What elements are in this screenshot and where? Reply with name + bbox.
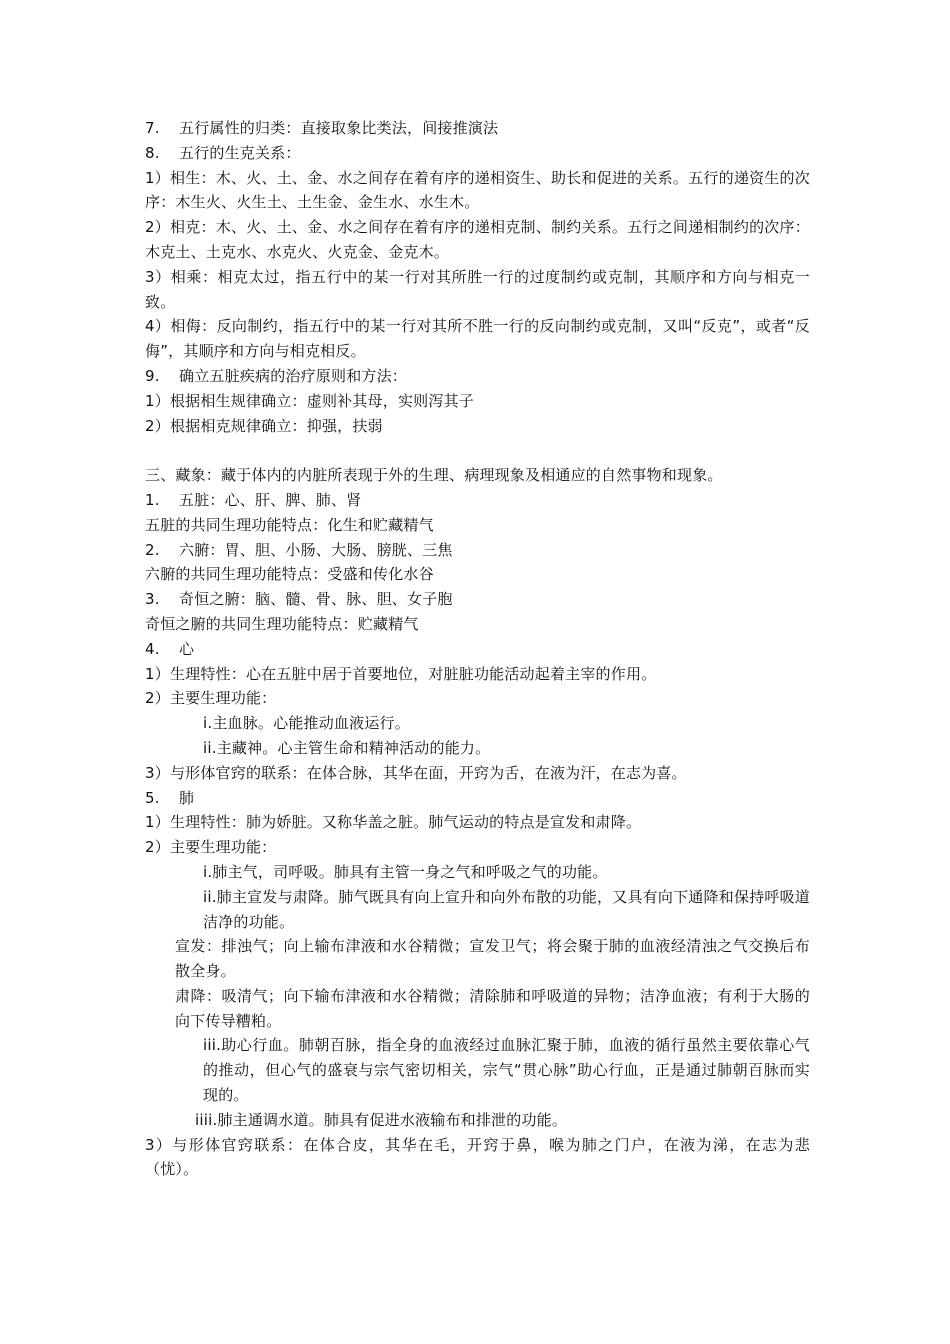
line-text: i.肺主气，司呼吸。肺具有主管一身之气和呼吸之气的功能。 (203, 862, 608, 881)
document-body (145, 116, 810, 1182)
text-line (145, 364, 810, 389)
text-line (145, 587, 810, 612)
line-text: 2）主要生理功能： (145, 689, 277, 708)
text-line (145, 488, 810, 513)
text-line (145, 786, 810, 811)
text-line (145, 984, 810, 1034)
text-line (145, 141, 810, 166)
text-line (145, 513, 810, 538)
text-line (145, 414, 810, 439)
list-number: 8. (145, 143, 160, 162)
text-line (145, 686, 810, 711)
text-line (145, 736, 810, 761)
line-text: 1）生理特性：心在五脏中居于首要地位，对脏脏功能活动起着主宰的作用。 (145, 664, 657, 683)
line-text: iii.助心行血。肺朝百脉，指全身的血液经过血脉汇聚于肺，血液的循行虽然主要依靠心气的推动，但心气的盛衰与宗气密切相关，宗气“贯心脉”助心行血，正是通过肺朝百脉而实现的。 (203, 1036, 810, 1105)
text-line (145, 711, 810, 736)
text-line (145, 314, 810, 364)
list-number: 9. (145, 366, 160, 385)
line-text: 确立五脏疾病的治疗原则和方法： (179, 366, 408, 385)
text-line (145, 1108, 810, 1133)
line-text: 3）与形体官窍的联系：在体合脉，其华在面，开窍为舌，在液为汗，在志为喜。 (145, 763, 687, 782)
line-text: 五脏：心、肝、脾、肺、肾 (179, 490, 362, 509)
text-line (145, 885, 810, 935)
text-line (145, 637, 810, 662)
list-number: 7. (145, 119, 160, 137)
line-text: 五行的生克关系： (179, 143, 301, 162)
text-line (145, 835, 810, 860)
list-number: 2. (145, 540, 160, 559)
line-text: ii.肺主宣发与肃降。肺气既具有向上宣升和向外布散的功能，又具有向下通降和保持呼吸道洁净的功能。 (203, 887, 810, 931)
text-line (145, 265, 810, 315)
line-text: 奇恒之腑的共同生理功能特点：贮藏精气 (145, 614, 419, 633)
line-text: 肺 (179, 788, 195, 807)
blank-line (145, 438, 810, 463)
text-line (145, 934, 810, 984)
line-text: 肃降：吸清气；向下输布津液和水谷精微；清除肺和呼吸道的异物；洁净血液；有利于大肠的向下传导糟粕。 (175, 986, 810, 1030)
line-text: 五行属性的归类：直接取象比类法，间接推演法 (179, 119, 499, 137)
line-text: 4）相侮：反向制约，指五行中的某一行对其所不胜一行的反向制约或克制，又叫“反克”，或者“反侮”，其顺序和方向与相克相反。 (145, 317, 810, 361)
line-text: 六腑的共同生理功能特点：受盛和传化水谷 (145, 565, 434, 584)
line-text: iiii.肺主通调水道。肺具有促进水液输布和排泄的功能。 (195, 1110, 568, 1129)
text-line (145, 662, 810, 687)
line-text: 3）与形体官窍联系：在体合皮，其华在毛，开窍于鼻，喉为肺之门户，在液为涕，在志为悲（忧）。 (145, 1135, 810, 1179)
line-text: 1）根据相生规律确立：虚则补其母，实则泻其子 (145, 391, 474, 410)
line-text: 1）生理特性：肺为娇脏。又称华盖之脏。肺气运动的特点是宣发和肃降。 (145, 813, 642, 832)
line-text: 三、藏象：藏于体内的内脏所表现于外的生理、病理现象及相通应的自然事物和现象。 (145, 466, 723, 485)
line-text: 六腑：胃、胆、小肠、大肠、膀胱、三焦 (179, 540, 453, 559)
text-line (145, 166, 810, 216)
line-text: 1）相生：木、火、土、金、水之间存在着有序的递相资生、助长和促进的关系。五行的递资生的次序：木生火、火生土、土生金、金生水、水生木。 (145, 168, 810, 212)
line-text: i.主血脉。心能推动血液运行。 (203, 714, 410, 733)
text-line (145, 761, 810, 786)
text-line (145, 562, 810, 587)
text-line (145, 538, 810, 563)
text-line (145, 463, 810, 488)
line-text: 心 (179, 639, 195, 658)
list-number: 1. (145, 490, 160, 509)
line-text: 奇恒之腑：脑、髓、骨、脉、胆、女子胞 (179, 590, 453, 609)
text-line (145, 116, 810, 141)
text-line (145, 612, 810, 637)
text-line (145, 860, 810, 885)
line-text: 五脏的共同生理功能特点：化生和贮藏精气 (145, 515, 434, 534)
text-line (145, 1133, 810, 1183)
text-line (145, 1033, 810, 1107)
line-text: 3）相乘：相克太过，指五行中的某一行对其所胜一行的过度制约或克制，其顺序和方向与相克一致。 (145, 267, 810, 311)
text-line (145, 215, 810, 265)
line-text: 2）主要生理功能： (145, 838, 277, 857)
line-text: ii.主藏神。心主管生命和精神活动的能力。 (203, 738, 491, 757)
line-text: 宣发：排浊气；向上输布津液和水谷精微；宣发卫气；将会聚于肺的血液经清浊之气交换后布散全身。 (175, 937, 810, 981)
list-number: 3. (145, 590, 160, 609)
line-text: 2）根据相克规律确立：抑强，扶弱 (145, 416, 383, 435)
list-number: 5. (145, 788, 160, 807)
line-text: 2）相克：木、火、土、金、水之间存在着有序的递相克制、制约关系。五行之间递相制约的次序：木克土、土克水、水克火、火克金、金克木。 (145, 218, 810, 261)
text-line (145, 810, 810, 835)
list-number: 4. (145, 639, 160, 658)
text-line (145, 389, 810, 414)
